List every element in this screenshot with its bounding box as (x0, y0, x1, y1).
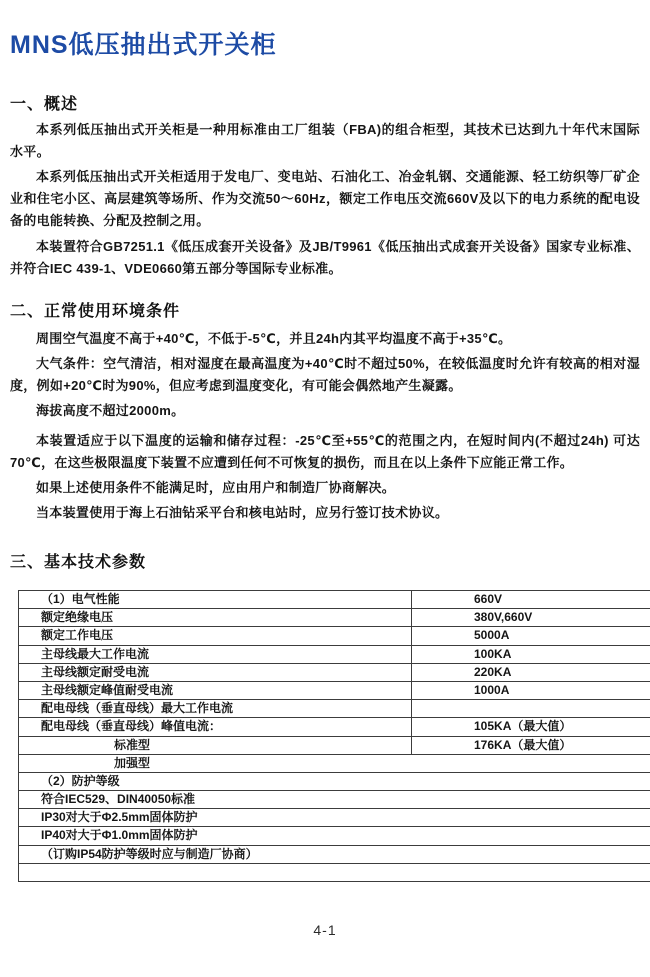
table-row (19, 681, 650, 699)
section-body (10, 328, 640, 524)
spec-value-cell: 660V (412, 591, 650, 609)
spec-label-cell: （1）电气性能 (19, 591, 412, 609)
section-body (10, 119, 640, 280)
section-parameters (10, 554, 640, 572)
spec-label-cell: 配电母线（垂直母线）最大工作电流 (19, 700, 412, 718)
spec-value-cell: 220KA (412, 663, 650, 681)
table-row (19, 700, 650, 718)
paragraph: 周围空气温度不高于+40℃，不低于-5℃，并且24h内其平均温度不高于+35℃。 (36, 331, 512, 346)
page-title: MNS低压抽出式开关柜 (10, 31, 277, 59)
paragraph: 本系列低压抽出式开关柜适用于发电厂、变电站、石油化工、冶金轧钢、交通能源、轻工纺织等厂矿企业和住宅小区、高层建筑等场所、作为交流50～60Hz，额定工作电压交流660V及以下的电力系统的配电设备的电能转换、分配及控制之用。 (10, 169, 640, 228)
spec-cell: IP30对大于Φ2.5mm固体防护 (19, 809, 650, 827)
table-row (19, 718, 650, 736)
spec-value-cell: 5000A (412, 627, 650, 645)
section-heading-parameters: 三、基本技术参数 (10, 554, 147, 571)
table-row (19, 663, 650, 681)
paragraph: 如果上述使用条件不能满足时，应由用户和制造厂协商解决。 (36, 480, 396, 495)
spec-cell: （订购IP54防护等级时应与制造厂协商） (19, 845, 650, 863)
table-row (19, 809, 650, 827)
paragraph: 本装置适应于以下温度的运输和储存过程：-25℃至+55℃的范围之内，在短时间内(不超过24h) 可达70℃，在这些极限温度下装置不应遭到任何不可恢复的损伤，而且在以上条件下应能正常工作。 (10, 433, 640, 470)
table-row (19, 845, 650, 863)
spec-label-cell: 额定工作电压 (19, 627, 412, 645)
table-row (19, 772, 650, 790)
table-row (19, 863, 650, 881)
table-row (19, 791, 650, 809)
page-number: 4-1 (313, 922, 337, 938)
section-environment (10, 303, 640, 524)
spec-label-cell: 标准型 (19, 736, 412, 754)
section-overview (10, 96, 640, 280)
paragraph: 大气条件：空气清洁，相对湿度在最高温度为+40℃时不超过50%，在较低温度时允许有较高的相对湿度，例如+20℃时为90%，但应考虑到温度变化，有可能会偶然地产生凝露。 (10, 356, 640, 393)
spec-cell: （2）防护等级 (19, 772, 650, 790)
table-row (19, 736, 650, 754)
spec-cell: IP40对大于Φ1.0mm固体防护 (19, 827, 650, 845)
table-row (19, 627, 650, 645)
spec-cell (19, 863, 650, 881)
spec-label-cell: 主母线最大工作电流 (19, 645, 412, 663)
spec-label-cell: 主母线额定峰值耐受电流 (19, 681, 412, 699)
spec-value-cell: 380V,660V (412, 609, 650, 627)
table-row (19, 609, 650, 627)
spec-value-cell: 105KA（最大值） (412, 718, 650, 736)
spec-value-cell: 176KA（最大值） (412, 736, 650, 754)
section-heading-environment: 二、正常使用环境条件 (10, 303, 181, 320)
paragraph: 本系列低压抽出式开关柜是一种用标准由工厂组装（FBA)的组合柜型，其技术已达到九十年代末国际水平。 (10, 122, 640, 159)
spec-label-cell: 配电母线（垂直母线）峰值电流： (19, 718, 412, 736)
section-heading-overview: 一、概述 (10, 96, 79, 113)
table-row (19, 754, 650, 772)
table-row (19, 591, 650, 609)
paragraph: 本装置符合GB7251.1《低压成套开关设备》及JB/T9961《低压抽出式成套开关设备》国家专业标准、并符合IEC 439-1、VDE0660第五部分等国际专业标准。 (10, 239, 640, 276)
spec-cell: 加强型 (19, 754, 650, 772)
spec-label-cell: 主母线额定耐受电流 (19, 663, 412, 681)
spec-label-cell: 额定绝缘电压 (19, 609, 412, 627)
spec-table (18, 590, 650, 882)
table-row (19, 645, 650, 663)
paragraph: 当本装置使用于海上石油钻采平台和核电站时，应另行签订技术协议。 (36, 505, 449, 520)
spec-value-cell: 1000A (412, 681, 650, 699)
spec-cell: 符合IEC529、DIN40050标准 (19, 791, 650, 809)
table-row (19, 827, 650, 845)
paragraph: 海拔高度不超过2000m。 (36, 403, 185, 418)
spec-value-cell: 100KA (412, 645, 650, 663)
spec-value-cell (412, 700, 650, 718)
